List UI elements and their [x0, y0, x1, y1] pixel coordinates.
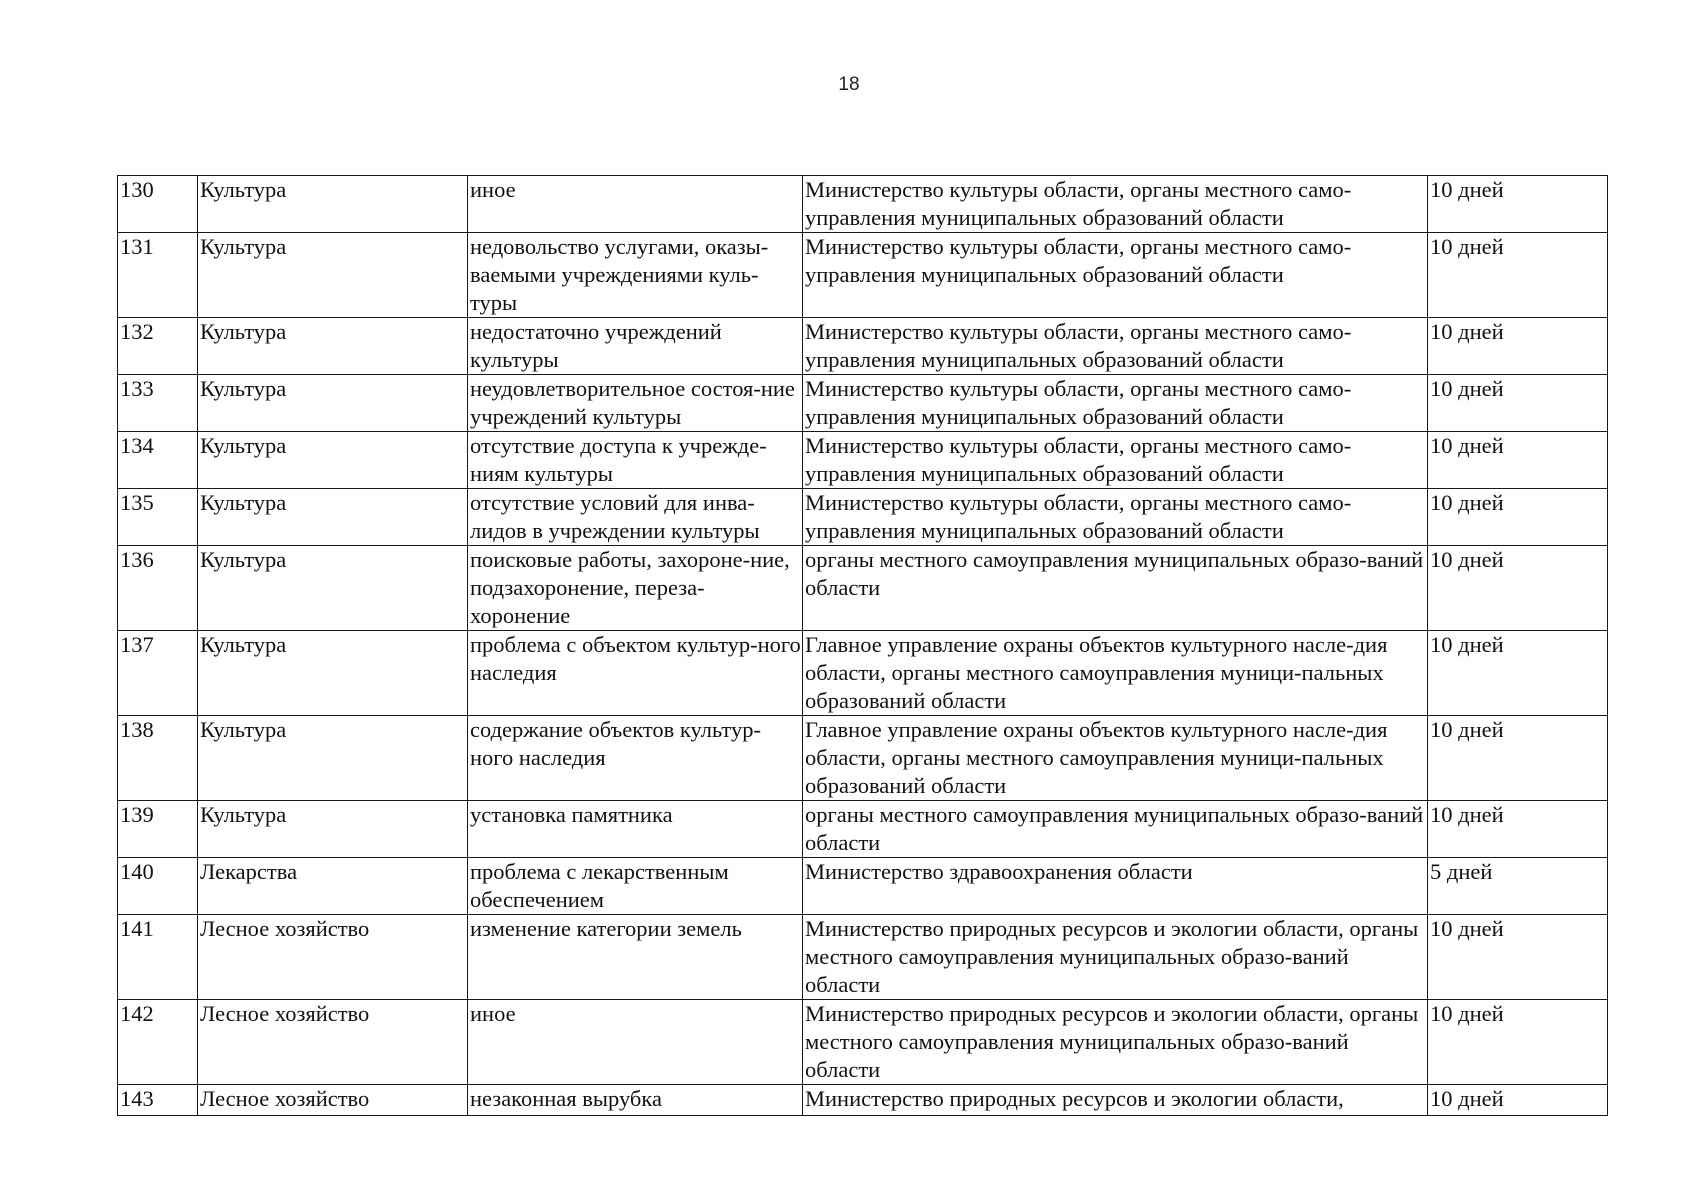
row-number: 139 — [118, 801, 198, 858]
row-number: 138 — [118, 716, 198, 801]
row-subject: установка памятника — [468, 801, 803, 858]
table-row — [118, 716, 1608, 801]
row-subject: иное — [468, 176, 803, 233]
row-term: 10 дней — [1428, 375, 1608, 432]
row-number: 141 — [118, 915, 198, 1000]
row-term: 10 дней — [1428, 1000, 1608, 1085]
row-subject: неудовлетворительное состоя-ние учреждений культуры — [468, 375, 803, 432]
row-responsible-organ: Министерство культуры области, органы местного само-управления муниципальных образований области — [803, 489, 1428, 546]
table-row — [118, 176, 1608, 233]
row-subject: проблема с объектом культур-ного наследия — [468, 631, 803, 716]
row-term: 10 дней — [1428, 716, 1608, 801]
row-term: 10 дней — [1428, 801, 1608, 858]
row-responsible-organ: Министерство природных ресурсов и экологии области, органы местного самоуправления муниципальных образо-ваний области — [803, 1000, 1428, 1085]
row-category: Культура — [198, 233, 468, 318]
table-row — [118, 489, 1608, 546]
row-number: 134 — [118, 432, 198, 489]
table-row — [118, 375, 1608, 432]
row-term: 10 дней — [1428, 546, 1608, 631]
row-category: Культура — [198, 176, 468, 233]
row-term: 10 дней — [1428, 1085, 1608, 1116]
row-responsible-organ: Министерство культуры области, органы местного само-управления муниципальных образований области — [803, 233, 1428, 318]
table-row — [118, 801, 1608, 858]
row-category: Лесное хозяйство — [198, 1085, 468, 1116]
row-number: 140 — [118, 858, 198, 915]
appeals-table — [117, 175, 1608, 1116]
row-category: Культура — [198, 489, 468, 546]
table-row — [118, 1000, 1608, 1085]
row-category: Культура — [198, 375, 468, 432]
row-responsible-organ: Министерство природных ресурсов и экологии области, органы местного самоуправления муниципальных образо-ваний области — [803, 915, 1428, 1000]
row-number: 136 — [118, 546, 198, 631]
row-category: Лекарства — [198, 858, 468, 915]
row-subject: отсутствие доступа к учрежде-ниям культуры — [468, 432, 803, 489]
row-responsible-organ: Министерство культуры области, органы местного само-управления муниципальных образований области — [803, 176, 1428, 233]
row-term: 10 дней — [1428, 176, 1608, 233]
table-row — [118, 858, 1608, 915]
row-term: 5 дней — [1428, 858, 1608, 915]
row-responsible-organ: Главное управление охраны объектов культурного насле-дия области, органы местного самоуправления муници-пальных образований области — [803, 631, 1428, 716]
row-subject: проблема с лекарственным обеспечением — [468, 858, 803, 915]
row-subject: содержание объектов культур-ного наследия — [468, 716, 803, 801]
row-responsible-organ: Главное управление охраны объектов культурного насле-дия области, органы местного самоуправления муници-пальных образований области — [803, 716, 1428, 801]
row-category: Культура — [198, 631, 468, 716]
row-subject: поисковые работы, захороне-ние, подзахоронение, переза-хоронение — [468, 546, 803, 631]
row-responsible-organ: Министерство культуры области, органы местного само-управления муниципальных образований области — [803, 432, 1428, 489]
row-responsible-organ: Министерство культуры области, органы местного само-управления муниципальных образований области — [803, 375, 1428, 432]
row-category: Культура — [198, 318, 468, 375]
row-term: 10 дней — [1428, 318, 1608, 375]
row-responsible-organ: органы местного самоуправления муниципальных образо-ваний области — [803, 546, 1428, 631]
row-subject: незаконная вырубка — [468, 1085, 803, 1116]
row-number: 131 — [118, 233, 198, 318]
row-responsible-organ: Министерство культуры области, органы местного само-управления муниципальных образований области — [803, 318, 1428, 375]
row-term: 10 дней — [1428, 915, 1608, 1000]
row-category: Культура — [198, 801, 468, 858]
row-number: 130 — [118, 176, 198, 233]
row-term: 10 дней — [1428, 432, 1608, 489]
table-row — [118, 233, 1608, 318]
row-number: 135 — [118, 489, 198, 546]
row-subject: изменение категории земель — [468, 915, 803, 1000]
row-category: Культура — [198, 546, 468, 631]
row-subject: недовольство услугами, оказы-ваемыми учреждениями куль-туры — [468, 233, 803, 318]
row-subject: иное — [468, 1000, 803, 1085]
row-responsible-organ: органы местного самоуправления муниципальных образо-ваний области — [803, 801, 1428, 858]
table-row — [118, 631, 1608, 716]
row-category: Лесное хозяйство — [198, 915, 468, 1000]
table-row — [118, 546, 1608, 631]
table-row — [118, 1085, 1608, 1116]
table-row — [118, 432, 1608, 489]
row-subject: отсутствие условий для инва-лидов в учреждении культуры — [468, 489, 803, 546]
table-row — [118, 318, 1608, 375]
row-category: Культура — [198, 432, 468, 489]
row-responsible-organ: Министерство природных ресурсов и экологии области, — [803, 1085, 1428, 1116]
row-number: 143 — [118, 1085, 198, 1116]
page-number: 18 — [838, 74, 860, 95]
row-number: 142 — [118, 1000, 198, 1085]
row-subject: недостаточно учреждений культуры — [468, 318, 803, 375]
row-category: Лесное хозяйство — [198, 1000, 468, 1085]
row-term: 10 дней — [1428, 233, 1608, 318]
row-number: 137 — [118, 631, 198, 716]
row-term: 10 дней — [1428, 489, 1608, 546]
table-row — [118, 915, 1608, 1000]
row-number: 133 — [118, 375, 198, 432]
row-number: 132 — [118, 318, 198, 375]
row-term: 10 дней — [1428, 631, 1608, 716]
row-responsible-organ: Министерство здравоохранения области — [803, 858, 1428, 915]
row-category: Культура — [198, 716, 468, 801]
